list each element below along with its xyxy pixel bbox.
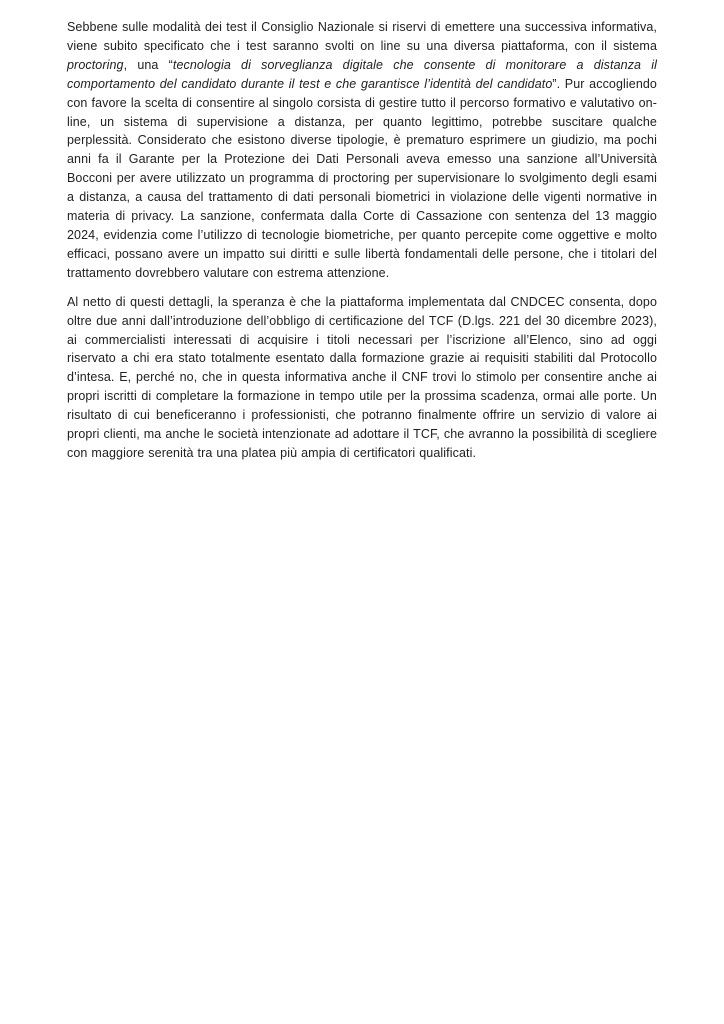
document-body <box>67 18 657 463</box>
italic-text-segment: proctoring <box>67 57 124 72</box>
italic-text-segment: tecnologia di sorveglianza digitale che consente di monitorare a distanza il comportamento del candidato durante il test e che garantisce l’identità del candidato <box>67 57 658 91</box>
text-segment: Al netto di questi dettagli, la speranza è che la piattaforma implementata dal CNDCEC consenta, dopo oltre due anni dall’introduzione dell’obbligo di certificazione del TCF (D.lgs. 221 del 30 dicembre 2023), ai commercialisti interessati di acquisire i titoli necessari per l’iscrizione all’Elenco, sino ad oggi riservato a chi era stato totalmente esentato dalla formazione grazie ai requisiti stabiliti dal Protocollo d’intesa. E, perché no, che in questa informativa anche il CNF trovi lo stimolo per consentire anche ai propri iscritti di completare la formazione in tempo utile per la prossima scadenza, ormai alle porte. Un risultato di cui beneficeranno i professionisti, che potranno finalmente offrire un servizio di valore ai propri clienti, ma anche le società intenzionate ad adottare il TCF, che avranno la possibilità di scegliere con maggiore serenità tra una platea più ampia di certificatori qualificati. <box>67 294 657 460</box>
paragraph <box>67 18 657 283</box>
paragraph <box>67 293 657 463</box>
text-segment: ”. Pur accogliendo con favore la scelta di consentire al singolo corsista di gestire tutto il percorso formativo e valutativo on-line, un sistema di supervisione a distanza, per quanto legittimo, potrebbe suscitare qualche perplessità. Considerato che esistono diverse tipologie, è prematuro esprimere un giudizio, ma pochi anni fa il Garante per la Protezione dei Dati Personali aveva emesso una sanzione all’Università Bocconi per avere utilizzato un programma di proctoring per supervisionare lo svolgimento degli esami a distanza, a causa del trattamento di dati personali biometrici in violazione delle vigenti normative in materia di privacy. La sanzione, confermata dalla Corte di Cassazione con sentenza del 13 maggio 2024, evidenzia come l’utilizzo di tecnologie biometriche, per quanto percepite come oggettive e molto efficaci, possano avere un impatto sui diritti e sulle libertà fondamentali delle persone, che i titolari del trattamento dovrebbero valutare con estrema attenzione. <box>67 76 657 280</box>
text-segment: , una “ <box>123 57 173 72</box>
text-segment: Sebbene sulle modalità dei test il Consiglio Nazionale si riservi di emettere una successiva informativa, viene subito specificato che i test saranno svolti on line su una diversa piattaforma, con il sistema <box>67 20 657 53</box>
